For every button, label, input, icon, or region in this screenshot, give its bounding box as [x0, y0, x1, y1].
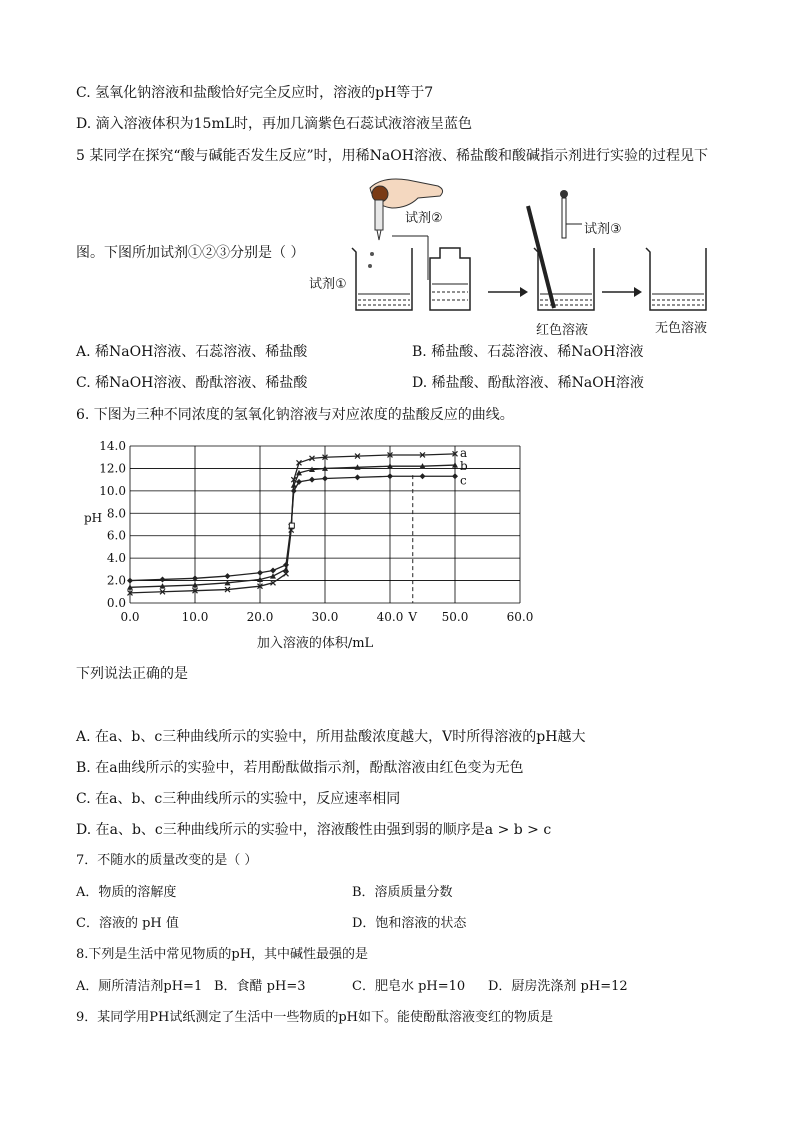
data-point-c — [225, 573, 231, 579]
q5-option-d: D. 稀盐酸、酚酞溶液、稀NaOH溶液 — [412, 375, 644, 391]
q5-option-a: A. 稀NaOH溶液、石蕊溶液、稀盐酸 — [76, 344, 308, 360]
reagent-3-label: 试剂③ — [584, 222, 622, 237]
reagent-bottle-icon — [430, 248, 470, 310]
q8-option-d: D．厨房洗涤剂 pH=12 — [488, 979, 628, 994]
y-tick-label: 8.0 — [106, 506, 126, 521]
equivalence-point — [289, 523, 294, 528]
q9-stem: 9．某同学用PH试纸测定了生活中一些物质的pH如下。能使酚酞溶液变红的物质是 — [76, 1010, 554, 1025]
y-tick-label: 4.0 — [106, 551, 126, 566]
x-tick-label: 0.0 — [120, 610, 140, 624]
v-marker-label: V — [408, 610, 418, 624]
series-label-b: b — [460, 459, 468, 474]
q8-option-c: C．肥皂水 pH=10 — [352, 979, 466, 994]
series-label-a: a — [460, 445, 468, 460]
data-point-c — [322, 476, 328, 482]
q5-option-c: C. 稀NaOH溶液、酚酞溶液、稀盐酸 — [76, 375, 308, 391]
q6-option-d: D. 在a、b、c三种曲线所示的实验中，溶液酸性由强到弱的顺序是a > b > c — [76, 822, 552, 838]
y-tick-label: 14.0 — [99, 439, 126, 453]
y-tick-label: 6.0 — [106, 528, 126, 543]
x-tick-label: 20.0 — [246, 610, 274, 624]
colorless-solution-label: 无色溶液 — [655, 321, 708, 336]
q5-stem: 5 某同学在探究“酸与碱能否发生反应”时，用稀NaOH溶液、稀盐酸和酸碱指示剂进行实验的过程见下 — [76, 148, 708, 164]
beaker-1-icon — [352, 248, 412, 310]
data-point-c — [270, 567, 276, 573]
data-point-c — [127, 578, 133, 584]
q8-option-a: A．厕所清洁剂pH=1 — [76, 979, 203, 994]
beaker-2-icon — [528, 190, 594, 310]
data-point-b — [270, 573, 276, 579]
q7-option-c: C．溶液的 pH 值 — [76, 916, 179, 931]
arrow-right-icon-2 — [602, 287, 642, 297]
data-point-c — [296, 479, 302, 485]
q7-option-d: D．饱和溶液的状态 — [352, 916, 467, 931]
series-label-c: c — [460, 473, 467, 488]
q5-experiment-figure — [300, 172, 720, 340]
data-point-c — [283, 562, 289, 568]
q5-option-b: B. 稀盐酸、石蕊溶液、稀NaOH溶液 — [412, 344, 644, 360]
q5-stem-continued: 图。下图所加试剂①②③分别是（ ） — [76, 245, 305, 261]
x-tick-label: 60.0 — [506, 610, 534, 624]
q4-option-c: C. 氢氧化钠溶液和盐酸恰好完全反应时，溶液的pH等于7 — [76, 85, 434, 101]
data-point-c — [452, 473, 458, 479]
q7-option-a: A．物质的溶解度 — [76, 885, 177, 900]
q6-option-c: C. 在a、b、c三种曲线所示的实验中，反应速率相同 — [76, 791, 401, 807]
data-point-c — [291, 488, 297, 494]
data-point-c — [257, 570, 263, 576]
data-point-c — [355, 474, 361, 480]
q8-option-b: B．食醋 pH=3 — [214, 979, 306, 994]
beaker-3-icon — [646, 248, 706, 310]
x-tick-label: 50.0 — [441, 610, 469, 624]
data-point-c — [160, 576, 166, 582]
x-tick-label: 40.0 — [376, 610, 404, 624]
x-tick-label: 10.0 — [181, 610, 209, 624]
q6-option-b: B. 在a曲线所示的实验中，若用酚酞做指示剂，酚酞溶液由红色变为无色 — [76, 760, 524, 776]
q6-stem: 6. 下图为三种不同浓度的氢氧化钠溶液与对应浓度的盐酸反应的曲线。 — [76, 407, 514, 423]
data-point-c — [309, 477, 315, 483]
reagent-1-label: 试剂① — [309, 277, 347, 292]
arrow-right-icon — [488, 287, 528, 297]
y-tick-label: 12.0 — [99, 461, 126, 476]
y-tick-label: 2.0 — [106, 573, 126, 588]
q6-option-a: A. 在a、b、c三种曲线所示的实验中，所用盐酸浓度越大，V时所得溶液的pH越大 — [76, 729, 586, 745]
x-axis-label: 加入溶液的体积/mL — [256, 636, 374, 651]
q8-stem: 8.下列是生活中常见物质的pH，其中碱性最强的是 — [76, 947, 369, 962]
q6-question: 下列说法正确的是 — [76, 666, 188, 682]
data-point-c — [420, 473, 426, 479]
reagent-2-label: 试剂② — [405, 211, 443, 226]
x-tick-label: 30.0 — [311, 610, 339, 624]
q4-option-d: D. 滴入溶液体积为15mL时，再加几滴紫色石蕊试液溶液呈蓝色 — [76, 116, 473, 132]
data-point-c — [387, 473, 393, 479]
y-tick-label: 10.0 — [99, 483, 126, 498]
y-tick-label: 0.0 — [106, 596, 126, 610]
q7-option-b: B．溶质质量分数 — [352, 885, 453, 900]
y-axis-label: pH — [84, 510, 103, 525]
red-solution-label: 红色溶液 — [536, 323, 589, 338]
ph-titration-chart — [76, 432, 546, 652]
q7-stem: 7．不随水的质量改变的是（ ） — [76, 853, 258, 868]
